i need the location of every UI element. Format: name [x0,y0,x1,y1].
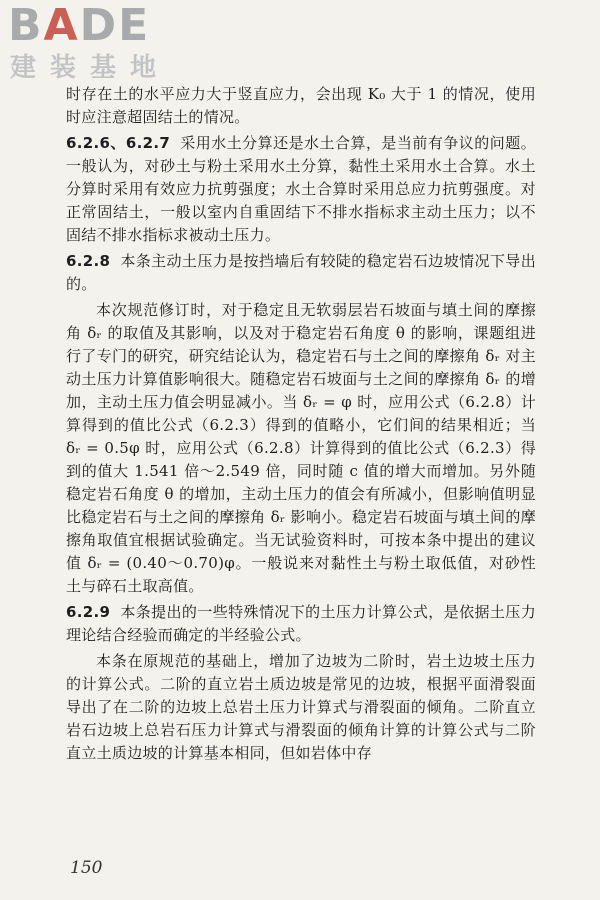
paragraph-clause-6-2-8: 6.2.8 本条主动土压力是按挡墙后有较陡的稳定岩石边坡情况下导出的。 [66,252,536,293]
paragraph-clause-6-2-9: 6.2.9 本条提出的一些特殊情况下的土压力计算公式，是依据土压力理论结合经验而确定的半经验公式。 [66,603,536,644]
logo-chinese-text: 建装基地 [10,53,171,83]
paragraph-clause-6-2-6: 6.2.6、6.2.7 采用水土分算还是水土合算，是当前有争议的问题。一般认为，对砂土与粉土采用水土分算，黏性土采用水土合算。水土分算时采用有效应力抗剪强度；水土合算时采用总应力抗剪强度。对正常固结土，一般以室内自重固结下不排水指标求主动土压力；以不固结不排水指标求被动土压力。 [66,134,537,244]
page-number: 150 [70,858,103,878]
clause-number: 6.2.8 [66,252,111,270]
paragraph-two-step-slope: 本条在原规范的基础上，增加了边坡为二阶时，岩土边坡土压力的计算公式。二阶的直立岩土质边坡是常见的边坡，根据平面滑裂面导出了在二阶的边坡上总岩土压力计算式与滑裂面的倾角。二阶直立岩石边坡上总岩石压力计算式与滑裂面的倾角计算的计算公式与二阶直立土质边坡的计算基本相同，但如岩体中存 [66,652,536,762]
paragraph-revision-study: 本次规范修订时，对于稳定且无软弱层岩石坡面与填土间的摩擦角 δᵣ 的取值及其影响，以及对于稳定岩石角度 θ 的影响，课题组进行了专门的研究，研究结论认为，稳定岩石与土之间的摩擦角 δᵣ 对主动土压力计算值影响很大。随稳定岩石坡面与土之间的摩擦角 δᵣ 的增加，主动土压力值会明显减小。当 δᵣ = φ 时，应用公式（6.2.8）计算得到的值比公式（6.2.3）得到的值略小，它们间的结果相近；当 δᵣ = 0.5φ 时，应用公式（6.2.8）计算得到的值比公式（6.2.3）得到的值大 1.541 倍～2.549 倍，同时随 c 值的增大而增加。另外随稳定岩石角度 θ 的增加，主动土压力的值会有所减小，但影响值明显比稳定岩石与土之间的摩擦角 δᵣ 影响小。稳定岩石坡面与填土间的摩擦角取值宜根据试验确定。当无试验资料时，可按本条中提出的建议值 δᵣ = (0.40～0.70)φ。一般说来对黏性土与粉土取低值，对砂性土与碎石土取高值。 [66,301,536,595]
logo-wordmark: BADE [8,0,151,51]
body-text [66,83,536,768]
clause-number: 6.2.6、6.2.7 [66,134,171,152]
clause-number: 6.2.9 [66,603,111,621]
paragraph-continuation: 时存在土的水平应力大于竖直应力，会出现 K₀ 大于 1 的情况，使用时应注意超固结土的情况。 [66,85,536,126]
bade-watermark-logo [8,2,188,94]
